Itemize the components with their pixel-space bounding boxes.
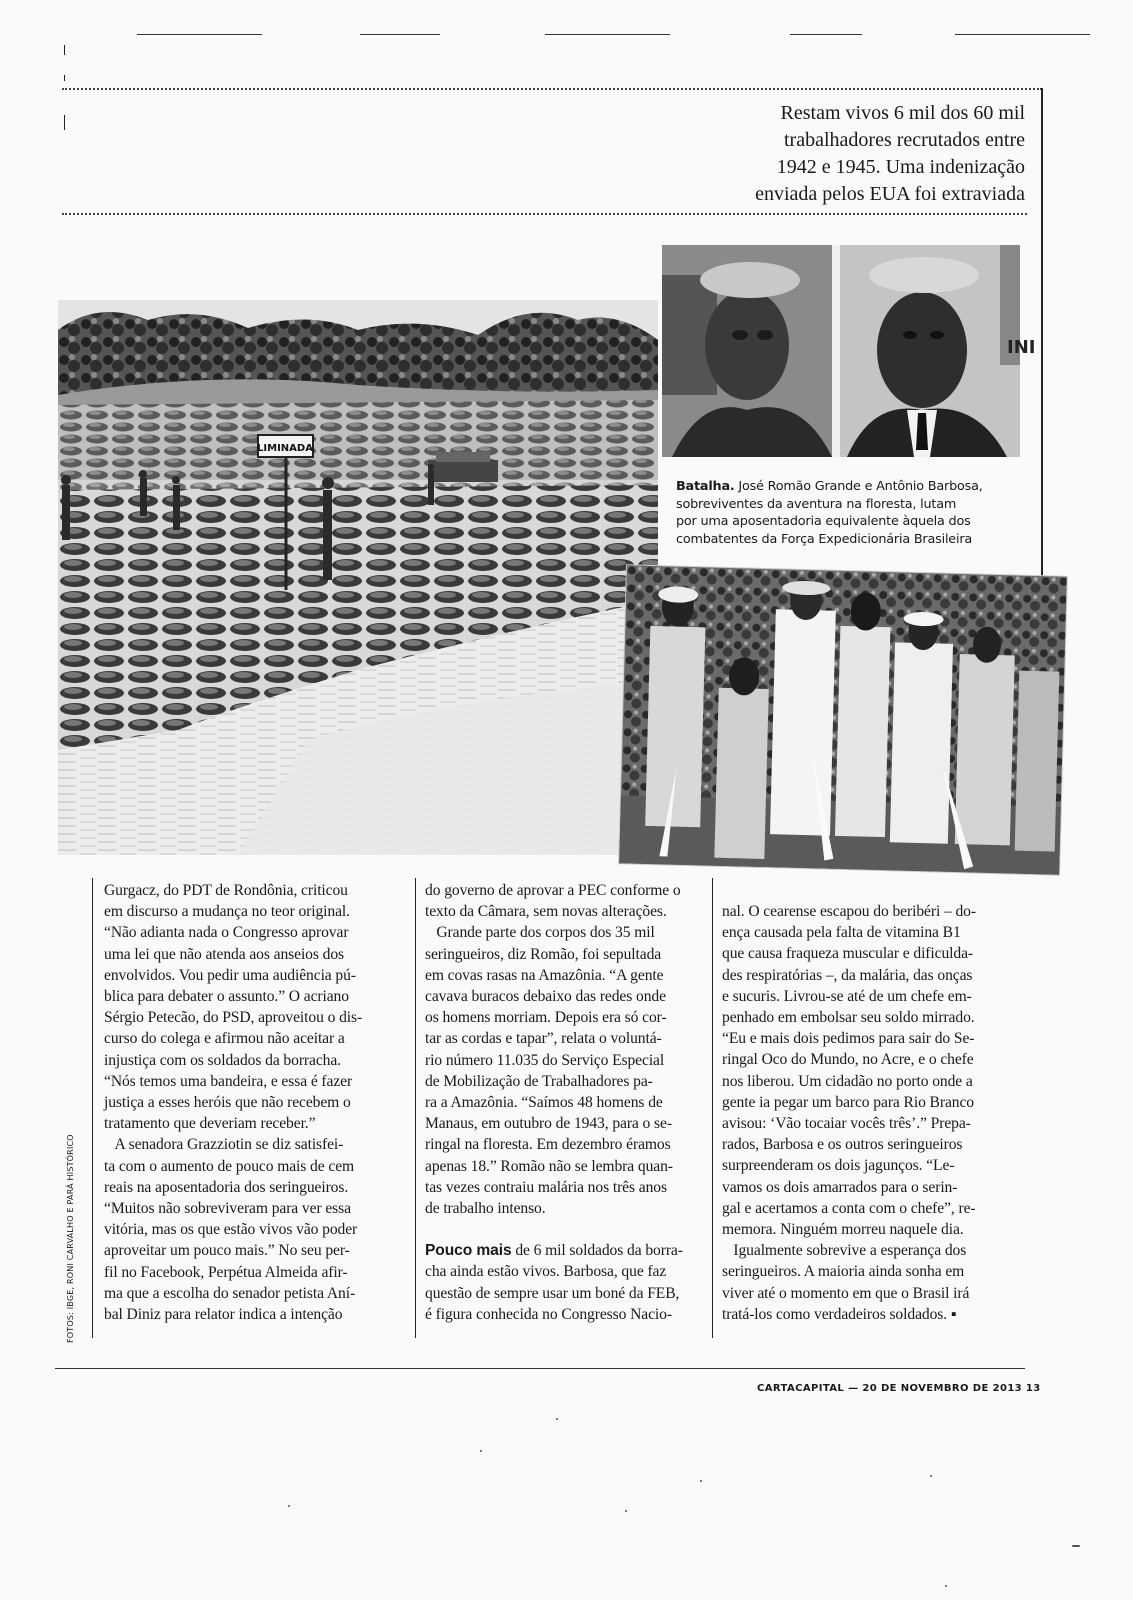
- header-dash: [360, 34, 440, 35]
- column-rule-left: [92, 878, 93, 1338]
- text-line: cha ainda estão vivos. Barbosa, que faz: [425, 1263, 667, 1281]
- text-line: memora. Ninguém morreu naquele dia.: [722, 1221, 964, 1239]
- text-line: que causa fraqueza muscular e dificulda-: [722, 945, 973, 963]
- scan-speck: [700, 1480, 702, 1482]
- text-line: “Eu e mais dois pedimos para sair do Se-: [722, 1030, 975, 1048]
- text-line: ra a Amazônia. “Saímos 48 homens de: [425, 1094, 663, 1112]
- text-line: Igualmente sobrevive a esperança dos: [722, 1242, 967, 1260]
- text-line: vitória, mas os que estão vivos vão poder: [104, 1221, 358, 1239]
- text-line: “Muitos não sobreviveram para ver essa: [104, 1200, 351, 1218]
- svg-text:INI: INI: [1007, 337, 1036, 358]
- text-line: blica para debater o assunto.” O acriano: [104, 988, 349, 1006]
- text-line: ença causada pela falta de vitamina B1: [722, 924, 961, 942]
- pull-quote: [700, 100, 1025, 208]
- scan-speck: [288, 1505, 290, 1507]
- text-line: tratá-los como verdadeiros soldados. ▪: [722, 1305, 957, 1323]
- header-dash: [790, 34, 862, 35]
- caption-line: por uma aposentadoria equivalente àquela dos: [676, 514, 971, 529]
- text-line: A senadora Grazziotin se diz satisfei-: [104, 1136, 344, 1154]
- text-line: vamos os dois amarrados para o serin-: [722, 1178, 958, 1196]
- scan-speck: [480, 1450, 482, 1452]
- text-line: de Mobilização de Trabalhadores pa-: [425, 1072, 653, 1090]
- text-line: tar as cordas e tapar”, relata o voluntá-: [425, 1030, 662, 1048]
- text-line: gal e acertamos a conta com o chefe”, re-: [722, 1199, 976, 1217]
- text-line: nos liberou. Um cidadão no porto onde a: [722, 1072, 973, 1090]
- column-rule-2: [712, 878, 713, 1338]
- caption-line: José Romão Grande e Antônio Barbosa,: [734, 479, 983, 494]
- text-line: uma lei que não atenda aos anseios dos: [104, 945, 344, 963]
- text-line: ringal na floresta. Em dezembro éramos: [425, 1136, 671, 1154]
- text-line: fil no Facebook, Perpétua Almeida afir-: [104, 1263, 348, 1281]
- photo-credit-text: FOTOS: IBGE, RONI CARVALHO E PARÁ HISTÓRICO: [66, 1134, 75, 1343]
- pull-quote-line: Restam vivos 6 mil dos 60 mil: [780, 102, 1025, 124]
- text-line: aproveitar um pouco mais.” No seu per-: [104, 1242, 350, 1260]
- scan-speck: [945, 1585, 947, 1587]
- pull-quote-line: 1942 e 1945. Uma indenização: [776, 156, 1025, 178]
- text-line: texto da Câmara, sem novas alterações.: [425, 903, 667, 921]
- text-line: injustiça com os soldados da borracha.: [104, 1051, 341, 1069]
- margin-mark: [64, 45, 65, 55]
- scan-speck: [625, 1510, 627, 1512]
- text-line: os homens morriam. Depois era só cor-: [425, 1009, 667, 1027]
- scan-speck: [1072, 1545, 1080, 1547]
- text-line: surpreenderam os dois jagunços. “Le-: [722, 1157, 955, 1175]
- text-line: ringal Oco do Mundo, no Acre, e o chefe: [722, 1051, 974, 1069]
- text-line: penhado em embolsar seu soldo mirrado.: [722, 1009, 975, 1027]
- text-line: avisou: ‘Vão tocaiar vocês três’.” Prepa-: [722, 1115, 971, 1133]
- pull-quote-line: enviada pelos EUA foi extraviada: [755, 183, 1025, 205]
- text-line: ma que a escolha do senador petista Aní-: [104, 1284, 356, 1302]
- page-footer: CARTACAPITAL — 20 DE NOVEMBRO DE 2013 13: [757, 1383, 1041, 1394]
- text-line: questão de sempre usar um boné da FEB,: [425, 1284, 680, 1302]
- scan-speck: [930, 1475, 932, 1477]
- text-line: curso do colega e afirmou não aceitar a: [104, 1030, 345, 1048]
- article-column-2: [425, 880, 710, 1325]
- text-line: do governo de aprovar a PEC conforme o: [425, 882, 681, 899]
- column-rule-1: [415, 878, 416, 1338]
- bottom-rule: [55, 1368, 1025, 1369]
- text-line: justiça a esses heróis que não recebem o: [104, 1094, 351, 1112]
- text-line: de trabalho intenso.: [425, 1200, 546, 1218]
- text-line: envolvidos. Vou pedir uma audiência pú-: [104, 966, 356, 984]
- article-column-1: [104, 880, 404, 1325]
- scan-speck: [556, 1418, 558, 1420]
- top-dotted-rule: [62, 88, 1042, 90]
- header-dash: [137, 34, 262, 35]
- text-line: tratamento que deveriam receber.”: [104, 1115, 316, 1133]
- text-line: viver até o momento em que o Brasil irá: [722, 1284, 970, 1302]
- text-line: apenas 18.” Romão não se lembra quan-: [425, 1157, 673, 1175]
- pull-quote-dotted-rule: [62, 213, 1027, 215]
- text-line: nal. O cearense escapou do beribéri – do-: [722, 903, 976, 920]
- photo-two-veterans: [662, 245, 1036, 457]
- text-fragment: de 6 mil soldados da borra-: [511, 1242, 683, 1260]
- paragraph-lead: Pouco mais: [425, 1242, 512, 1260]
- text-line: [425, 1240, 710, 1261]
- caption-line: sobreviventes da aventura na floresta, lutam: [676, 496, 957, 512]
- text-line: Grande parte dos corpos dos 35 mil: [425, 924, 655, 942]
- text-line: Sérgio Petecão, do PSD, aproveitou o dis-: [104, 1009, 363, 1027]
- text-line: é figura conhecida no Congresso Nacio-: [425, 1305, 672, 1323]
- text-line: Manaus, em outubro de 1943, para o se-: [425, 1115, 672, 1133]
- text-line: cavava buracos debaixo das redes onde: [425, 988, 666, 1006]
- text-line: em covas rasas na Amazônia. “A gente: [425, 966, 664, 984]
- pull-quote-line: trabalhadores recrutados entre: [784, 129, 1025, 151]
- text-line: bal Diniz para relator indica a intenção: [104, 1306, 343, 1324]
- text-line: e sucuris. Livrou-se até de um chefe em-: [722, 987, 972, 1005]
- header-dash: [545, 34, 670, 35]
- photo-rubber-bales: [58, 300, 658, 855]
- text-line: rio número 11.035 do Serviço Especial: [425, 1051, 665, 1069]
- text-line: des respiratórias –, da malária, das onças: [722, 966, 973, 984]
- right-rule: [1041, 88, 1043, 613]
- text-line: gente ia pegar um barco para Rio Branco: [722, 1093, 974, 1111]
- photo-caption: [676, 478, 1016, 548]
- photo-rubber-soldiers-group: [618, 564, 1068, 875]
- text-line: em discurso a mudança no teor original.: [104, 903, 350, 921]
- text-line: Gurgacz, do PDT de Rondônia, criticou: [104, 882, 348, 899]
- text-line: reais na aposentadoria dos seringueiros.: [104, 1178, 349, 1196]
- header-dash: [955, 34, 1090, 35]
- text-line: seringueiros, diz Romão, foi sepultada: [425, 945, 662, 963]
- text-line: seringueiros. A maioria ainda sonha em: [722, 1263, 965, 1281]
- text-line: “Não adianta nada o Congresso aprovar: [104, 924, 349, 942]
- article-column-3: [722, 901, 1022, 1325]
- margin-mark: [64, 115, 65, 130]
- text-line: rados, Barbosa e os outros seringueiros: [722, 1136, 963, 1154]
- text-line: ta com o aumento de pouco mais de cem: [104, 1157, 355, 1175]
- caption-lead: Batalha.: [676, 479, 735, 494]
- margin-mark: [64, 75, 65, 81]
- text-line: “Nós temos uma bandeira, e essa é fazer: [104, 1072, 353, 1090]
- text-line: tas vezes contraiu malária nos três anos: [425, 1178, 667, 1196]
- caption-line: combatentes da Força Expedicionária Brasileira: [676, 531, 973, 547]
- sign-text: LIMINADA: [257, 443, 313, 454]
